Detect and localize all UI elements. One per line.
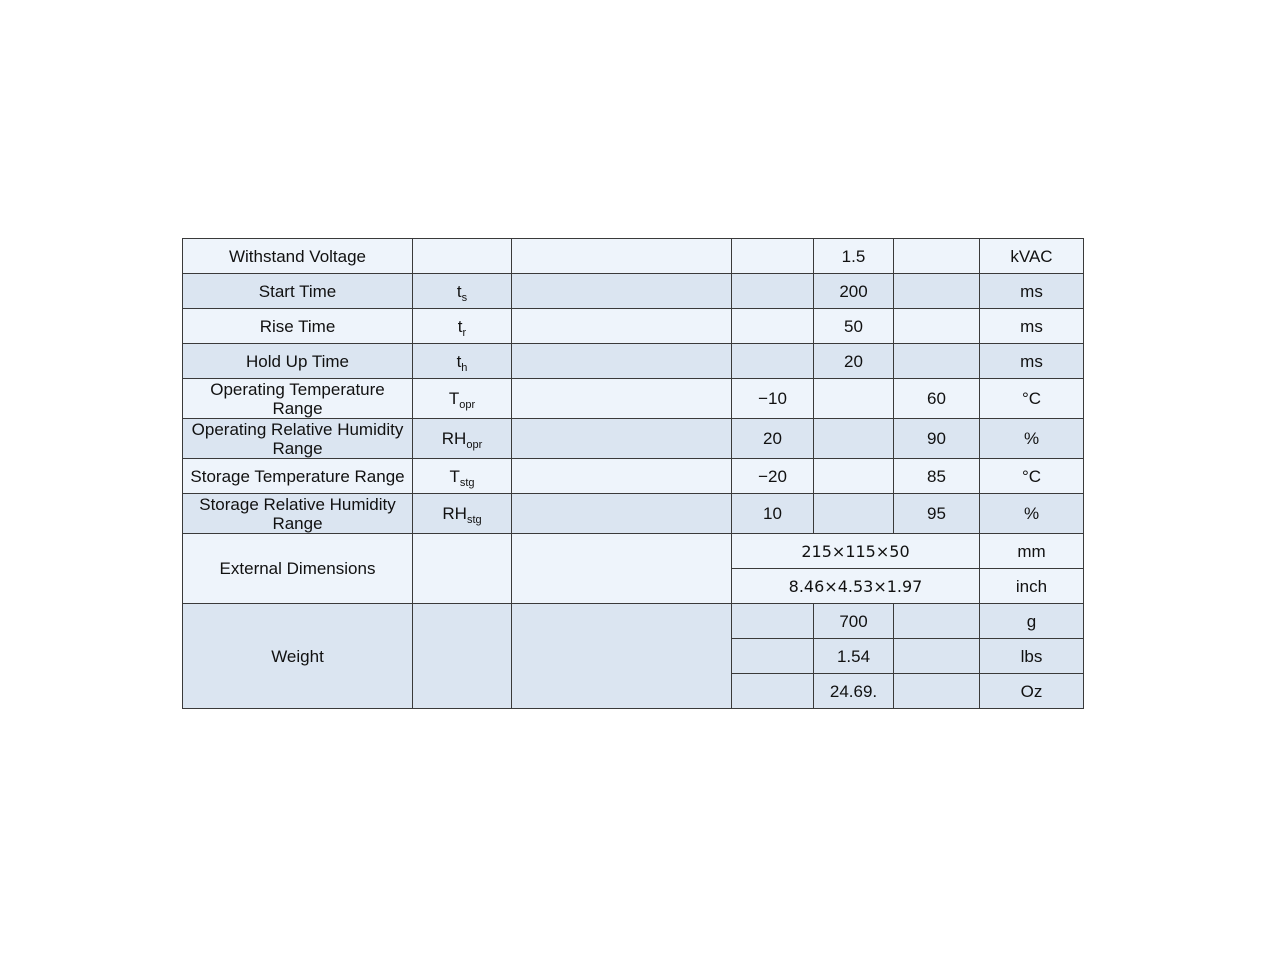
unit-cell: °C: [980, 459, 1084, 494]
table-row: [183, 534, 1084, 569]
weight-value: 700: [814, 604, 894, 639]
parameter-name: Storage Relative Humidity Range: [183, 494, 413, 534]
unit-cell: mm: [980, 534, 1084, 569]
typ-cell: 20: [814, 344, 894, 379]
min-cell: −20: [732, 459, 814, 494]
symbol-cell: $RH_{opr}$: [413, 419, 512, 459]
table-row: [183, 239, 1084, 274]
unit-cell: %: [980, 419, 1084, 459]
dimension-value: 8.46×4.53×1.97: [732, 569, 980, 604]
parameter-name: Operating Temperature Range: [183, 379, 413, 419]
conditions-cell: [512, 494, 732, 534]
unit-cell: %: [980, 494, 1084, 534]
unit-cell: inch: [980, 569, 1084, 604]
table-row: [183, 309, 1084, 344]
symbol-cell: [413, 239, 512, 274]
symbol-cell: [413, 534, 512, 604]
typ-cell: [814, 379, 894, 419]
conditions-cell: [512, 239, 732, 274]
min-cell: [732, 639, 814, 674]
weight-value: 1.54: [814, 639, 894, 674]
symbol-cell: $t_r$: [413, 309, 512, 344]
unit-cell: °C: [980, 379, 1084, 419]
min-cell: 10: [732, 494, 814, 534]
parameter-name: Start Time: [183, 274, 413, 309]
min-cell: [732, 309, 814, 344]
typ-cell: [814, 419, 894, 459]
weight-value: 24.69.: [814, 674, 894, 709]
typ-cell: [814, 494, 894, 534]
conditions-cell: [512, 419, 732, 459]
specification-table: [182, 238, 1084, 709]
max-cell: 95: [894, 494, 980, 534]
table-row: [183, 494, 1084, 534]
min-cell: 20: [732, 419, 814, 459]
symbol-cell: [413, 604, 512, 709]
parameter-name: Storage Temperature Range: [183, 459, 413, 494]
symbol-cell: $T_{stg}$: [413, 459, 512, 494]
conditions-cell: [512, 604, 732, 709]
typ-cell: [814, 459, 894, 494]
min-cell: [732, 344, 814, 379]
max-cell: [894, 309, 980, 344]
max-cell: [894, 274, 980, 309]
unit-cell: ms: [980, 309, 1084, 344]
unit-cell: kVAC: [980, 239, 1084, 274]
unit-cell: ms: [980, 344, 1084, 379]
table-row: [183, 419, 1084, 459]
max-cell: [894, 239, 980, 274]
max-cell: [894, 604, 980, 639]
unit-cell: Oz: [980, 674, 1084, 709]
conditions-cell: [512, 274, 732, 309]
table-row: [183, 459, 1084, 494]
parameter-name: Withstand Voltage: [183, 239, 413, 274]
unit-cell: g: [980, 604, 1084, 639]
symbol-cell: $t_h$: [413, 344, 512, 379]
max-cell: 90: [894, 419, 980, 459]
table-row: [183, 379, 1084, 419]
conditions-cell: [512, 534, 732, 604]
min-cell: −10: [732, 379, 814, 419]
table-row: [183, 274, 1084, 309]
conditions-cell: [512, 344, 732, 379]
max-cell: 85: [894, 459, 980, 494]
unit-cell: ms: [980, 274, 1084, 309]
symbol-cell: $RH_{stg}$: [413, 494, 512, 534]
max-cell: [894, 674, 980, 709]
parameter-name: External Dimensions: [183, 534, 413, 604]
conditions-cell: [512, 309, 732, 344]
conditions-cell: [512, 459, 732, 494]
typ-cell: 200: [814, 274, 894, 309]
symbol-cell: $T_{opr}$: [413, 379, 512, 419]
parameter-name: Rise Time: [183, 309, 413, 344]
max-cell: [894, 639, 980, 674]
typ-cell: 50: [814, 309, 894, 344]
conditions-cell: [512, 379, 732, 419]
table-row: [183, 604, 1084, 639]
parameter-name: Weight: [183, 604, 413, 709]
min-cell: [732, 674, 814, 709]
parameter-name: Hold Up Time: [183, 344, 413, 379]
min-cell: [732, 239, 814, 274]
max-cell: 60: [894, 379, 980, 419]
max-cell: [894, 344, 980, 379]
parameter-name: Operating Relative Humidity Range: [183, 419, 413, 459]
table-row: [183, 344, 1084, 379]
dimension-value: 215×115×50: [732, 534, 980, 569]
min-cell: [732, 274, 814, 309]
min-cell: [732, 604, 814, 639]
symbol-cell: $t_s$: [413, 274, 512, 309]
typ-cell: 1.5: [814, 239, 894, 274]
unit-cell: lbs: [980, 639, 1084, 674]
